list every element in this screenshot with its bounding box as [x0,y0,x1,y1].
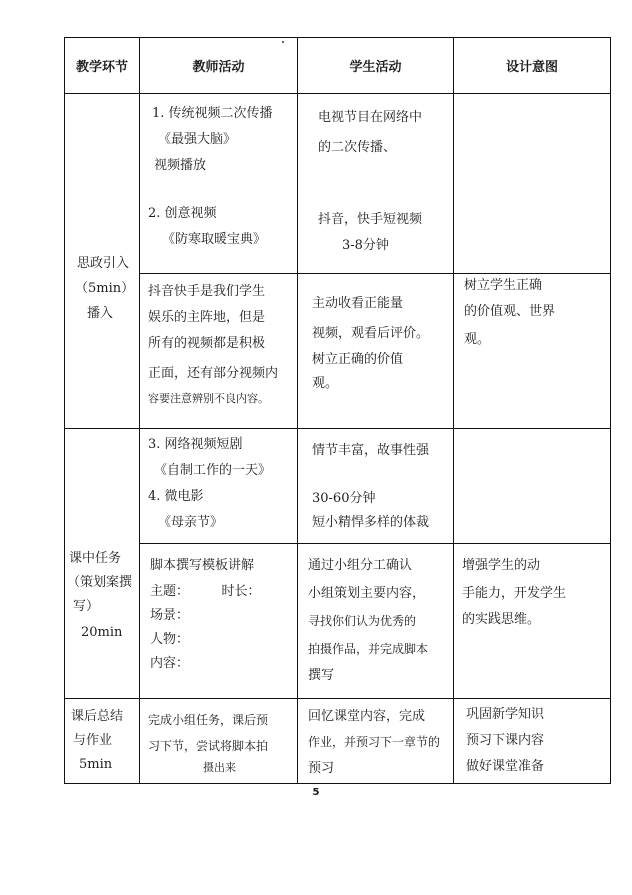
teacher-line: 2. 创意视频 [148,206,217,221]
intent-cell-empty [454,429,611,544]
student-line: 撰写 [308,668,335,683]
intent-cell [454,274,611,429]
teacher-line: 抖音快手是我们学生 [148,284,266,299]
table-row [65,274,611,429]
table-row [65,94,611,274]
teacher-cell [140,94,298,274]
lesson-plan-table [64,37,611,784]
teacher-line: 人物： [150,632,190,647]
student-line: 寻找你们认为优秀的 [308,614,417,628]
intent-line: 的价值观、世界 [464,304,556,319]
intent-cell [454,544,611,699]
teacher-line: 完成小组任务，课后预 [148,713,269,727]
stage-text: 写） [73,599,100,614]
stage-text: 课后总结 [71,709,124,724]
teacher-cell [140,274,298,429]
intent-cell [454,699,611,784]
intent-line: 树立学生正确 [464,278,543,293]
student-cell [298,94,454,274]
teacher-cell [140,544,298,699]
student-cell [298,429,454,544]
student-line: 树立正确的价值 [312,352,404,367]
student-line: 拍摄作品，并完成脚本 [308,642,429,656]
student-line: 预习 [308,761,335,776]
teacher-line: 视频播放 [154,158,207,173]
teacher-line: 脚本撰写模板讲解 [150,558,255,573]
teacher-cell [140,429,298,544]
student-line: 视频，观看后评价。 [312,326,430,341]
teacher-line: 3. 网络视频短剧 [148,437,243,452]
teacher-line: 1. 传统视频二次传播 [152,106,273,121]
intent-line: 手能力，开发学生 [462,586,567,601]
student-line: 抖音，快手短视频 [318,212,423,227]
intent-line: 巩固新学知识 [466,707,545,722]
student-line: 通过小组分工确认 [308,558,413,573]
table-row [65,544,611,699]
intent-line: 的实践思维。 [462,612,541,627]
student-line: 30-60分钟 [312,491,376,506]
student-line: 主动收看正能量 [312,296,404,311]
teacher-line: 场景： [150,608,190,623]
teacher-line: 习下节，尝试将脚本拍 [148,739,269,753]
stage-text: （5min） [75,281,135,296]
teacher-line: 娱乐的主阵地，但是 [148,310,266,325]
intent-line: 做好课堂准备 [466,759,545,774]
header-student-activity: 学生活动 [298,38,454,94]
stage-text: 播入 [87,306,114,321]
stage-text: 5min [79,757,113,772]
stage-cell-intro [65,94,140,429]
student-line: 短小精悍多样的体裁 [312,515,430,530]
student-line: 情节丰富，故事性强 [312,443,430,458]
intent-line: 增强学生的动 [462,558,541,573]
student-line: 3-8分钟 [342,238,389,253]
stage-cell-task [65,429,140,699]
teacher-line: 《防寒取暖宝典》 [162,232,267,247]
intent-cell-empty [454,94,611,274]
teacher-line: 《母亲节》 [158,515,224,530]
stage-cell-summary [65,699,140,784]
stage-text: 课中任务 [69,551,122,566]
stage-text: 与作业 [73,733,113,748]
intent-line: 观。 [464,332,491,347]
teacher-line: 正面，还有部分视频内 [148,366,279,381]
header-design-intent: 设计意图 [454,38,611,94]
student-line: 的二次传播、 [318,140,397,155]
stage-text: 20min [81,625,123,640]
header-row [65,38,611,94]
teacher-line: 《最强大脑》 [158,132,237,147]
student-cell [298,699,454,784]
teacher-line: 4. 微电影 [148,489,204,504]
header-teacher-activity: 教师活动 [140,38,298,94]
teacher-cell [140,699,298,784]
teacher-line: 所有的视频都是积极 [148,336,266,351]
student-line: 回忆课堂内容，完成 [308,709,426,724]
student-cell [298,274,454,429]
table-row [65,429,611,544]
student-cell [298,544,454,699]
stage-text: （策划案撰 [67,575,133,590]
intent-line: 预习下课内容 [466,733,545,748]
page-number: 5 [312,787,320,798]
student-line: 观。 [312,376,339,391]
student-line: 电视节目在网络中 [318,110,423,125]
teacher-line: 摄出来 [148,761,236,774]
teacher-line: 容要注意辨别不良内容。 [148,392,269,405]
teacher-line: 内容： [150,656,190,671]
teacher-line: 主题： 时长： [150,584,261,599]
header-stage: 教学环节 [65,38,140,94]
student-line: 作业，并预习下一章节的 [308,735,441,749]
table-row [65,699,611,784]
stage-text: 思政引入 [77,256,130,271]
teacher-line: 《自制工作的一天》 [154,463,272,478]
student-line: 小组策划主要内容， [308,586,426,601]
